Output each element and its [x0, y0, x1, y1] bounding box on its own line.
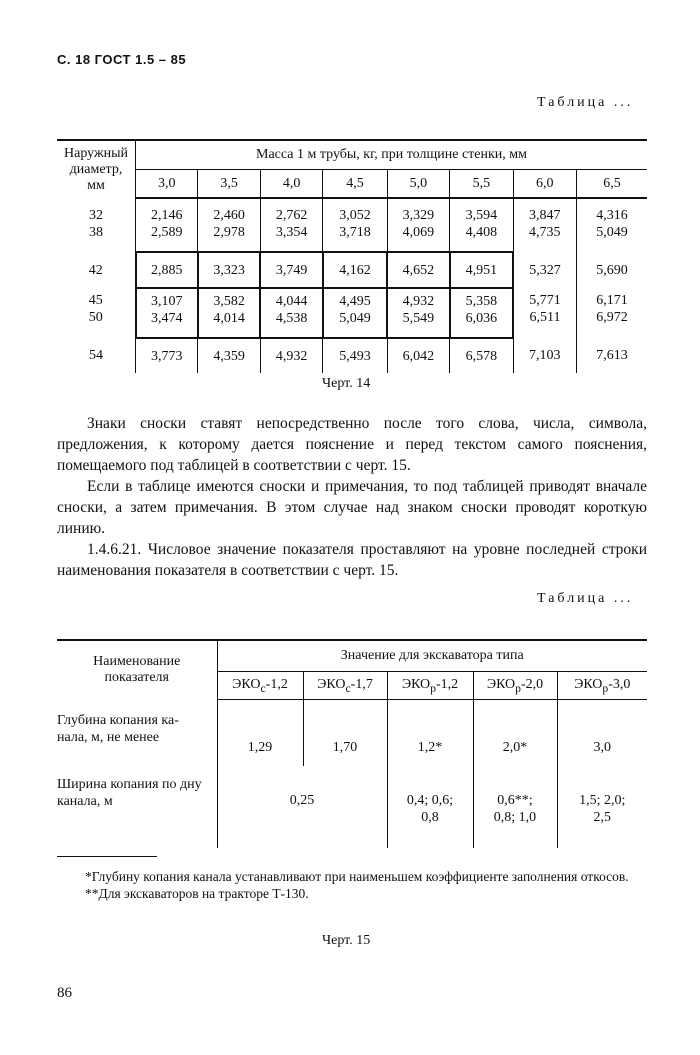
footnotes: [57, 868, 647, 902]
mass-cell: 4,044 4,538: [260, 288, 322, 338]
mass-cell: 2,762 3,354: [260, 207, 322, 252]
excavator-type-header: $ЭКО_р-2,0$: [473, 672, 557, 700]
mass-cell: 4,359: [198, 338, 260, 373]
mass-cell: 4,162: [323, 252, 387, 288]
group-header-mass: Масса 1 м трубы, кг, при толщине стенки, мм: [136, 140, 647, 170]
value-cell: 2,0*: [473, 712, 557, 766]
table-row: [57, 288, 647, 338]
thickness-header: 6,5: [576, 170, 647, 199]
pipe-mass-table: [57, 139, 647, 373]
table-row: [57, 766, 647, 848]
table1-label: Таблица ...: [537, 95, 634, 110]
figure-caption-15: Черт. 15: [322, 933, 371, 948]
mass-cell: 3,107 3,474: [136, 288, 198, 338]
mass-cell: 4,951: [450, 252, 513, 288]
value-cell: 0,6**; 0,8; 1,0: [473, 766, 557, 848]
mass-cell: 2,885: [136, 252, 198, 288]
group-header-values: Значение для экскаватора типа: [217, 640, 647, 672]
mass-cell: 6,042: [387, 338, 449, 373]
thickness-header: 3,5: [198, 170, 260, 199]
mass-cell: 4,495 5,049: [323, 288, 387, 338]
value-cell: 0,4; 0,6; 0,8: [387, 766, 473, 848]
thickness-header: 6,0: [513, 170, 576, 199]
mass-cell: 3,329 4,069: [387, 207, 449, 252]
mass-cell: 3,773: [136, 338, 198, 373]
mass-cell: 3,749: [260, 252, 322, 288]
mass-cell: 6,578: [450, 338, 513, 373]
mass-cell: 6,171 6,972: [576, 288, 647, 338]
value-cell-merged: 0,25: [217, 766, 387, 848]
mass-cell: 5,493: [323, 338, 387, 373]
value-cell: 1,2*: [387, 712, 473, 766]
mass-cell: 3,323: [198, 252, 260, 288]
footnote-separator: [57, 856, 157, 857]
mass-cell: 2,460 2,978: [198, 207, 260, 252]
diameter-cell: 54: [89, 348, 104, 363]
footnote: *Глубину копания канала устанавливают при наименьшем коэффициенте заполнения откосов.: [85, 869, 629, 884]
mass-cell: 7,613: [576, 338, 647, 373]
mass-cell: 7,103: [513, 338, 576, 373]
table-row: [57, 207, 647, 252]
col-header-indicator: Наименование показателя: [57, 640, 217, 700]
page-number: 86: [57, 985, 72, 1001]
mass-cell: 4,932 5,549: [387, 288, 449, 338]
thickness-header: 4,0: [260, 170, 322, 199]
table2-label: Таблица ...: [537, 591, 634, 606]
thickness-header: 5,5: [450, 170, 513, 199]
value-cell: 1,29: [217, 712, 303, 766]
mass-cell: 5,327: [513, 252, 576, 288]
excavator-type-header: $ЭКО_р-3,0$: [557, 672, 647, 700]
footnote: **Для экскаваторов на тракторе Т-130.: [85, 886, 309, 901]
mass-cell: 5,690: [576, 252, 647, 288]
excavator-type-header: $ЭКО_с-1,2$: [217, 672, 303, 700]
col-header-diameter: Наружный диаметр, мм: [57, 140, 136, 198]
body-text: [57, 413, 647, 581]
value-cell: 1,70: [303, 712, 387, 766]
mass-cell: 5,771 6,511: [513, 288, 576, 338]
excavator-table: [57, 639, 647, 848]
paragraph: Знаки сноски ставят непосредственно после того слова, числа, символа, предложения, к которому дается пояснение и перед текстом самого пояснения, помещаемого под таблицей в соответствии с черт. 15.: [57, 415, 647, 474]
diameter-cell: 32 38: [89, 208, 104, 240]
mass-cell: 3,582 4,014: [198, 288, 260, 338]
mass-cell: 3,052 3,718: [323, 207, 387, 252]
table-row: [57, 338, 647, 373]
diameter-cell: 45 50: [88, 293, 103, 325]
mass-cell: 4,932: [260, 338, 322, 373]
mass-cell: 3,594 4,408: [450, 207, 513, 252]
thickness-header: 3,0: [136, 170, 198, 199]
paragraph: 1.4.6.21. Числовое значение показателя проставляют на уровне последней строки наименования показателя в соответствии с черт. 15.: [57, 541, 647, 579]
thickness-header: 4,5: [323, 170, 387, 199]
table-row: [57, 252, 647, 288]
figure-caption-14: Черт. 14: [322, 376, 371, 391]
table-row: [57, 712, 647, 766]
excavator-type-header: $ЭКО_с-1,7$: [303, 672, 387, 700]
thickness-header: 5,0: [387, 170, 449, 199]
excavator-type-header: $ЭКО_р-1,2$: [387, 672, 473, 700]
diameter-cell: 42: [88, 262, 103, 278]
value-cell: 3,0: [557, 712, 647, 766]
mass-cell: 4,652: [387, 252, 449, 288]
indicator-name: Ширина копания по дну канала, м: [57, 777, 202, 809]
mass-cell: 4,316 5,049: [576, 207, 647, 252]
indicator-name: Глубина копания ка- нала, м, не менее: [57, 713, 179, 745]
mass-cell: 5,358 6,036: [450, 288, 513, 338]
paragraph: Если в таблице имеются сноски и примечания, то под таблицей приводят вначале сноски, а затем примечания. В этом случае над знаком сноски проводят короткую линию.: [57, 478, 647, 537]
mass-cell: 2,146 2,589: [136, 207, 198, 252]
value-cell: 1,5; 2,0; 2,5: [557, 766, 647, 848]
page-header: С. 18 ГОСТ 1.5 – 85: [57, 52, 187, 67]
mass-cell: 3,847 4,735: [513, 207, 576, 252]
